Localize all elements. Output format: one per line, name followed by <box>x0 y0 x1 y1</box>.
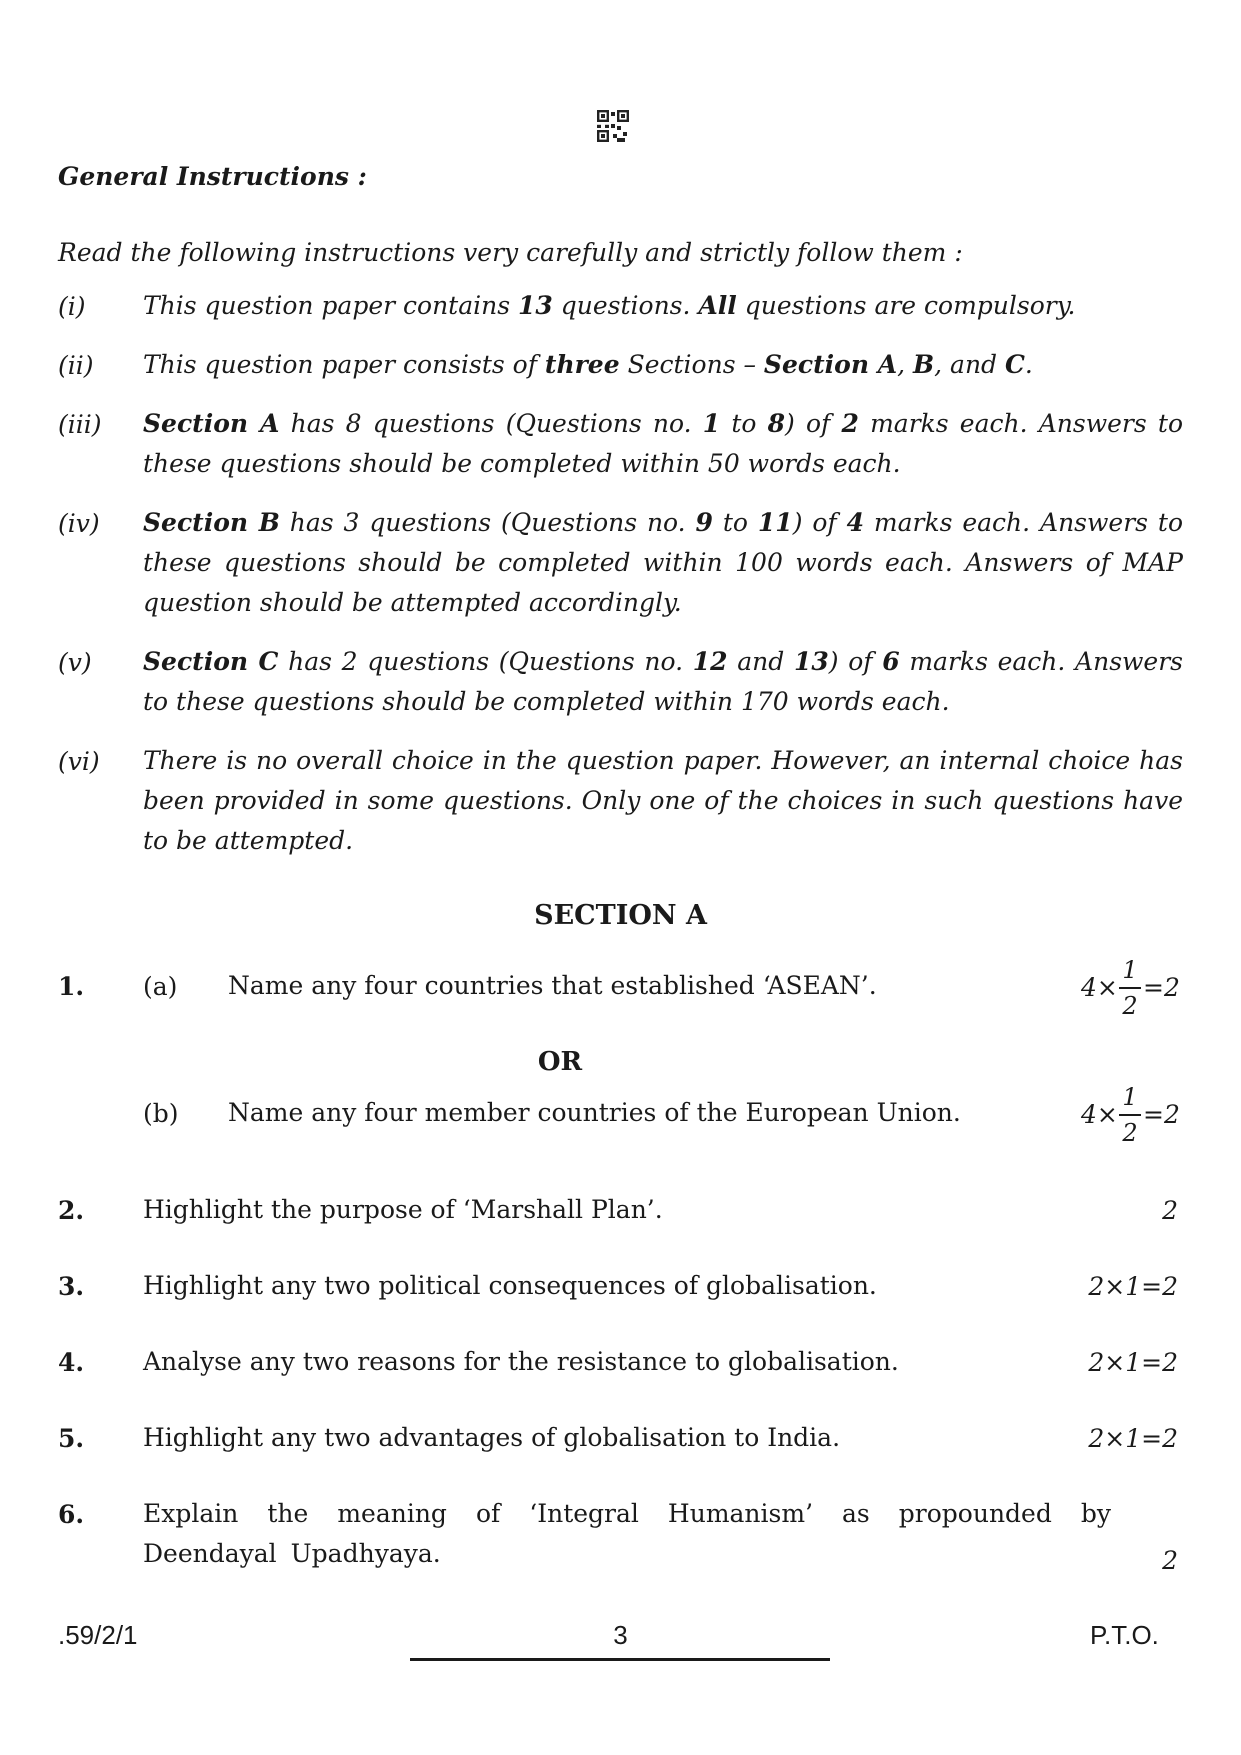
question-marks: 2 <box>1162 1196 1178 1225</box>
question-number: 1. <box>58 972 85 1001</box>
instruction-number: (ii) <box>58 351 94 380</box>
instructions-heading: General Instructions : <box>58 162 367 191</box>
instruction-text: Section B has 3 questions (Questions no. 9 to 11) of 4 marks each. Answers to these questions should be completed within 100 words each. Answers of MAP question should be attempted accordingly. <box>143 508 1183 617</box>
question-text: Explain the meaning of ‘Integral Humanism’ as propounded by Deendayal Upadhyaya. <box>143 1499 1111 1568</box>
question-number: 2. <box>58 1196 85 1225</box>
instruction-text: Section A has 8 questions (Questions no. 1 to 8) of 2 marks each. Answers to these questions should be completed within 50 words each. <box>143 409 1183 478</box>
pto-label: P.T.O. <box>1090 1620 1159 1650</box>
question-text: Analyse any two reasons for the resistance to globalisation. <box>143 1347 899 1376</box>
question-marks: 4× 1 2 =2 <box>1081 956 1180 1020</box>
section-title: SECTION A <box>534 900 707 931</box>
instruction-text: There is no overall choice in the question paper. However, an internal choice has been provided in some questions. Only one of the choices in such questions have to be attempted. <box>143 746 1183 855</box>
question-marks: 2×1=2 <box>1088 1348 1178 1377</box>
page-number: 3 <box>613 1620 628 1650</box>
instruction-number: (vi) <box>58 747 100 776</box>
instruction-number: (iv) <box>58 509 100 538</box>
question-text: Name any four member countries of the European Union. <box>228 1098 961 1127</box>
question-number: 5. <box>58 1424 85 1453</box>
question-number: 4. <box>58 1348 85 1377</box>
footer-divider <box>410 1658 830 1661</box>
question-number: 6. <box>58 1500 85 1529</box>
instructions-intro: Read the following instructions very carefully and strictly follow them : <box>58 238 963 267</box>
question-marks: 4× 1 2 =2 <box>1081 1083 1180 1147</box>
question-text: Highlight the purpose of ‘Marshall Plan’. <box>143 1195 663 1224</box>
question-number: 3. <box>58 1272 85 1301</box>
question-option-label: (b) <box>143 1099 179 1128</box>
question-marks: 2×1=2 <box>1088 1424 1178 1453</box>
question-text: Highlight any two advantages of globalisation to India. <box>143 1423 841 1452</box>
question-marks: 2×1=2 <box>1088 1272 1178 1301</box>
question-option-label: (a) <box>143 972 178 1001</box>
question-text: Name any four countries that established ‘ASEAN’. <box>228 971 877 1000</box>
qr-code-icon <box>597 110 629 142</box>
instruction-text: Section C has 2 questions (Questions no. 12 and 13) of 6 marks each. Answers to these questions should be completed within 170 words each. <box>143 647 1183 716</box>
instruction-text: This question paper contains 13 questions. All questions are compulsory. <box>143 291 1076 320</box>
instruction-number: (iii) <box>58 410 102 439</box>
paper-code: .59/2/1 <box>58 1620 138 1650</box>
question-text: Highlight any two political consequences of globalisation. <box>143 1271 877 1300</box>
instruction-number: (i) <box>58 292 86 321</box>
question-marks: 2 <box>1162 1546 1178 1575</box>
instruction-number: (v) <box>58 648 92 677</box>
or-separator: OR <box>537 1047 583 1077</box>
instruction-text: This question paper consists of three Sections – Section A, B, and C. <box>143 350 1033 379</box>
